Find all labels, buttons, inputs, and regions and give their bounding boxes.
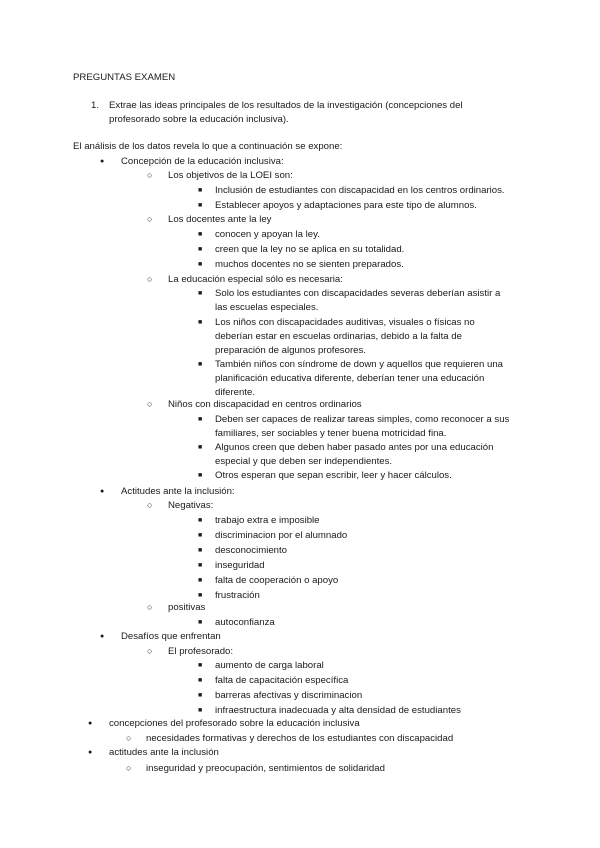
square-marker: ■: [198, 416, 203, 423]
circle-marker: ○: [147, 399, 153, 409]
square-marker: ■: [198, 619, 203, 626]
square-marker: ■: [198, 532, 203, 539]
square-marker: ■: [198, 361, 203, 368]
list-item: Deben ser capaces de realizar tareas simples, como reconocer a sus: [215, 414, 510, 425]
list-item: barreras afectivas y discriminacion: [215, 690, 363, 701]
list-item-continuation: especial y que deben ser independientes.: [215, 456, 393, 467]
circle-marker: ○: [126, 763, 132, 773]
negativas-title: Negativas:: [168, 500, 214, 511]
list-item: falta de capacitación específica: [215, 675, 349, 686]
list-item-continuation: preparación de algunos profesores.: [215, 345, 366, 356]
square-marker: ■: [198, 692, 203, 699]
bullet-marker: ●: [88, 749, 93, 756]
square-marker: ■: [198, 577, 203, 584]
bullet-marker: ●: [100, 488, 105, 495]
list-item: frustración: [215, 590, 260, 601]
section-concepcion-title: Concepción de la educación inclusiva:: [121, 156, 284, 167]
list-item: desconocimiento: [215, 545, 287, 556]
square-marker: ■: [198, 662, 203, 669]
circle-marker: ○: [147, 602, 153, 612]
list-item-continuation: familiares, ser sociables y tener buena motricidad fina.: [215, 428, 447, 439]
circle-marker: ○: [147, 500, 153, 510]
list-item: discriminacion por el alumnado: [215, 530, 348, 541]
square-marker: ■: [198, 677, 203, 684]
document-title: PREGUNTAS EXAMEN: [73, 72, 176, 83]
objetivos-title: Los objetivos de la LOEI son:: [168, 170, 293, 181]
especial-title: La educación especial sólo es necesaria:: [168, 274, 343, 285]
square-marker: ■: [198, 592, 203, 599]
list-item: infraestructura inadecuada y alta densidad de estudiantes: [215, 705, 461, 716]
question-number: 1.: [91, 100, 100, 111]
bullet-marker: ●: [100, 158, 105, 165]
circle-marker: ○: [147, 214, 153, 224]
question-text-line-1: Extrae las ideas principales de los resultados de la investigación (concepciones del: [109, 100, 463, 111]
summary-sub-1: necesidades formativas y derechos de los estudiantes con discapacidad: [146, 733, 454, 744]
list-item: trabajo extra e imposible: [215, 515, 320, 526]
circle-marker: ○: [126, 733, 132, 743]
list-item: creen que la ley no se aplica en su totalidad.: [215, 244, 405, 255]
list-item: Los niños con discapacidades auditivas, visuales o físicas no: [215, 317, 475, 328]
square-marker: ■: [198, 707, 203, 714]
square-marker: ■: [198, 246, 203, 253]
square-marker: ■: [198, 517, 203, 524]
ninos-title: Niños con discapacidad en centros ordinarios: [168, 399, 362, 410]
square-marker: ■: [198, 290, 203, 297]
list-item: conocen y apoyan la ley.: [215, 229, 320, 240]
summary-sub-2: inseguridad y preocupación, sentimientos de solidaridad: [146, 763, 385, 774]
bullet-marker: ●: [100, 633, 105, 640]
list-item: Establecer apoyos y adaptaciones para este tipo de alumnos.: [215, 200, 477, 211]
list-item: autoconfianza: [215, 617, 275, 628]
list-item: aumento de carga laboral: [215, 660, 324, 671]
list-item: Solo los estudiantes con discapacidades severas deberían asistir a: [215, 288, 501, 299]
square-marker: ■: [198, 202, 203, 209]
summary-title-1: concepciones del profesorado sobre la educación inclusiva: [109, 718, 360, 729]
circle-marker: ○: [147, 274, 153, 284]
square-marker: ■: [198, 547, 203, 554]
square-marker: ■: [198, 319, 203, 326]
circle-marker: ○: [147, 170, 153, 180]
positivas-title: positivas: [168, 602, 206, 613]
square-marker: ■: [198, 472, 203, 479]
list-item: También niños con síndrome de down y aquellos que requieren una: [215, 359, 503, 370]
list-item: muchos docentes no se sienten preparados.: [215, 259, 404, 270]
list-item: Algunos creen que deben haber pasado antes por una educación: [215, 442, 494, 453]
list-item-continuation: las escuelas especiales.: [215, 302, 319, 313]
circle-marker: ○: [147, 646, 153, 656]
square-marker: ■: [198, 187, 203, 194]
profesorado-title: El profesorado:: [168, 646, 234, 657]
square-marker: ■: [198, 231, 203, 238]
square-marker: ■: [198, 562, 203, 569]
list-item-continuation: planificación educativa diferente, deberían tener una educación: [215, 373, 485, 384]
section-desafios-title: Desafíos que enfrentan: [121, 631, 221, 642]
section-actitudes-title: Actitudes ante la inclusión:: [121, 486, 235, 497]
list-item-continuation: deberían estar en escuelas ordinarias, debido a la falta de: [215, 331, 462, 342]
list-item: Inclusión de estudiantes con discapacidad en los centros ordinarios.: [215, 185, 505, 196]
square-marker: ■: [198, 444, 203, 451]
summary-title-2: actitudes ante la inclusión: [109, 747, 219, 758]
intro-paragraph: El análisis de los datos revela lo que a continuación se expone:: [73, 141, 343, 152]
list-item-continuation: diferente.: [215, 387, 256, 398]
bullet-marker: ●: [88, 720, 93, 727]
list-item: Otros esperan que sepan escribir, leer y hacer cálculos.: [215, 470, 452, 481]
list-item: falta de cooperación o apoyo: [215, 575, 339, 586]
list-item: inseguridad: [215, 560, 265, 571]
docentes-title: Los docentes ante la ley: [168, 214, 272, 225]
square-marker: ■: [198, 261, 203, 268]
question-text-line-2: profesorado sobre la educación inclusiva).: [109, 114, 289, 125]
